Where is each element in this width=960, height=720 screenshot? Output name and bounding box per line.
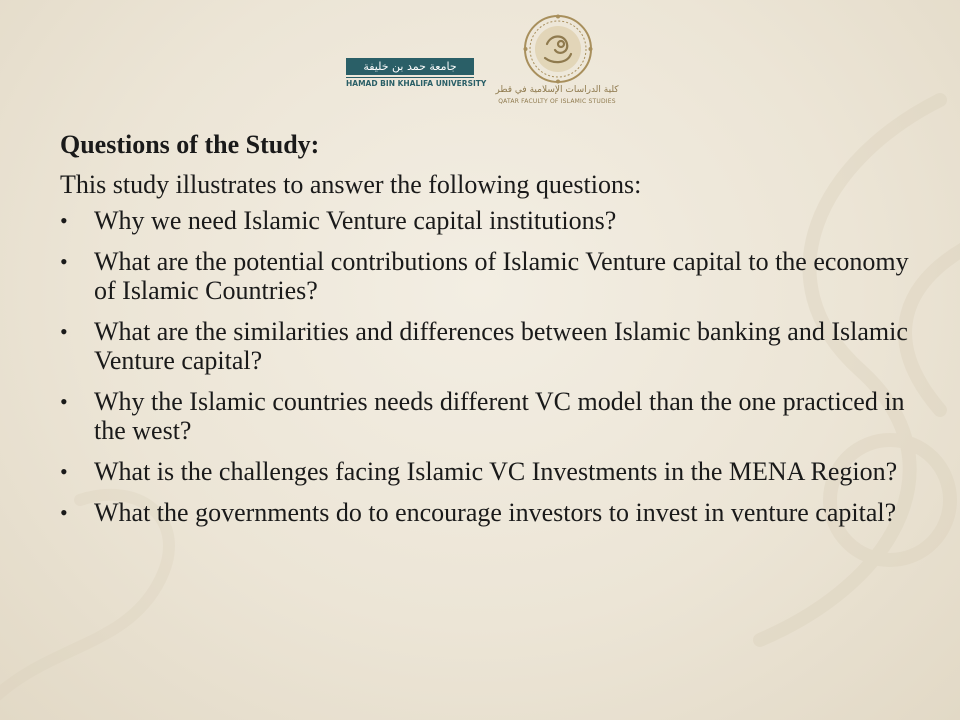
question-text: What the governments do to encourage investors to invest in venture capital? bbox=[94, 498, 897, 527]
question-item bbox=[60, 498, 920, 527]
hbku-english-wordmark: HAMAD BIN KHALIFA UNIVERSITY bbox=[346, 79, 487, 88]
question-text: What are the similarities and differences between Islamic banking and Islamic Venture capital? bbox=[94, 317, 908, 375]
bullet-icon: • bbox=[60, 249, 68, 274]
bullet-icon: • bbox=[60, 459, 68, 484]
qfis-english-wordmark: QATAR FACULTY OF ISLAMIC STUDIES bbox=[498, 98, 616, 105]
qfis-logo bbox=[495, 14, 619, 110]
qfis-emblem-icon bbox=[523, 14, 593, 84]
question-item bbox=[60, 247, 920, 305]
question-text: What are the potential contributions of Islamic Venture capital to the economy of Islamic Countries? bbox=[94, 247, 909, 305]
question-text: Why the Islamic countries needs different VC model than the one practiced in the west? bbox=[94, 387, 905, 445]
bullet-icon: • bbox=[60, 389, 68, 414]
hbku-logo bbox=[346, 58, 487, 90]
question-text: What is the challenges facing Islamic VC Investments in the MENA Region? bbox=[94, 457, 898, 486]
question-item bbox=[60, 387, 920, 445]
bullet-icon: • bbox=[60, 319, 68, 344]
question-item bbox=[60, 457, 920, 486]
question-item bbox=[60, 206, 920, 235]
bullet-icon: • bbox=[60, 500, 68, 525]
question-item bbox=[60, 317, 920, 375]
qfis-arabic-wordmark: كلية الدراسات الإسلامية في قطر bbox=[495, 85, 619, 95]
slide-intro: This study illustrates to answer the following questions: bbox=[60, 170, 642, 199]
slide-heading: Questions of the Study: bbox=[60, 130, 320, 159]
questions-list bbox=[60, 206, 920, 527]
hbku-arabic-wordmark: جامعة حمد بن خليفة bbox=[346, 58, 474, 75]
bullet-icon: • bbox=[60, 208, 68, 233]
question-text: Why we need Islamic Venture capital institutions? bbox=[94, 206, 617, 235]
slide-content bbox=[60, 128, 920, 539]
